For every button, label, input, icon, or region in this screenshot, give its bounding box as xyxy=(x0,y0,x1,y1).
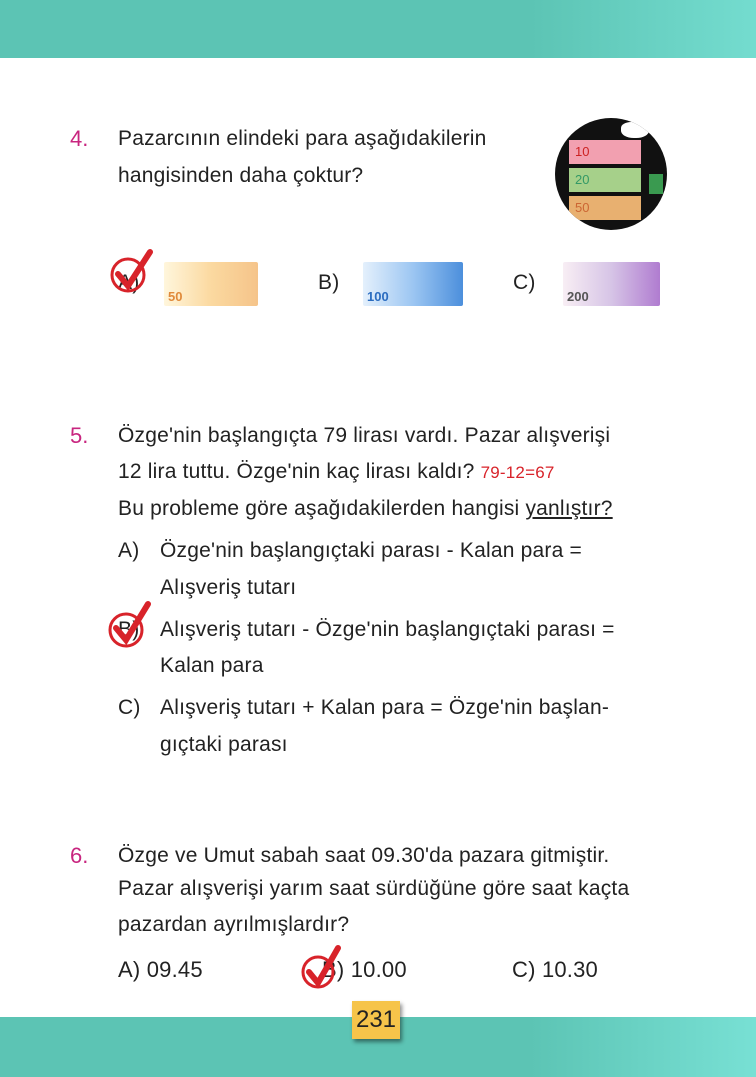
option-label: B) xyxy=(322,957,345,982)
q5-option-a-label[interactable]: A) xyxy=(118,539,140,562)
handwritten-calculation: 79-12=67 xyxy=(480,463,555,482)
option-label: C) xyxy=(512,957,536,982)
question-4-text-line2: hangisinden daha çoktur? xyxy=(118,164,364,187)
question-5-line1: Özge'nin başlangıçta 79 lirası vardı. Pazar alışverişi xyxy=(118,424,611,447)
hand xyxy=(621,122,649,138)
top-banner xyxy=(0,0,756,58)
question-6-line3: pazardan ayrılmışlardır? xyxy=(118,913,350,936)
question-4-number: 4. xyxy=(70,126,89,151)
q6-option-c[interactable] xyxy=(512,957,598,983)
question-5-line3-text: Bu probleme göre aşağıdakilerden hangisi xyxy=(118,497,526,520)
q5-option-c-line2: gıçtaki parası xyxy=(160,733,288,756)
illustration-note-50: 50 xyxy=(569,196,641,220)
question-5-number: 5. xyxy=(70,423,89,448)
check-mark-icon xyxy=(298,944,348,994)
q5-option-c-label[interactable]: C) xyxy=(118,696,141,719)
q5-option-a-line2: Alışveriş tutarı xyxy=(160,576,297,599)
q5-option-a-line1: Özge'nin başlangıçtaki parası - Kalan para = xyxy=(160,539,582,562)
q5-option-b-label[interactable]: B) xyxy=(118,618,140,641)
option-value: 10.00 xyxy=(350,957,407,982)
question-6-line1: Özge ve Umut sabah saat 09.30'da pazara gitmiştir. xyxy=(118,844,610,867)
option-value: 10.30 xyxy=(541,957,598,982)
banknote-50[interactable] xyxy=(164,262,258,306)
check-mark-icon xyxy=(108,248,158,298)
question-5-emphasis: yanlıştır? xyxy=(525,497,613,520)
banknote-value: 50 xyxy=(168,289,183,304)
illustration-note-10: 10 xyxy=(569,140,641,164)
illustration-note-20: 20 xyxy=(569,168,641,192)
page-number: 231 xyxy=(352,1001,400,1039)
sleeve xyxy=(649,174,663,194)
money-illustration xyxy=(555,118,667,230)
q5-option-b-line2: Kalan para xyxy=(160,654,264,677)
q4-option-c-label[interactable]: C) xyxy=(513,271,536,294)
q5-option-b-line1: Alışveriş tutarı - Özge'nin başlangıçtaki parası = xyxy=(160,618,615,641)
q6-option-a[interactable] xyxy=(118,957,203,983)
option-label: A) xyxy=(118,957,141,982)
question-5-line2-text: 12 lira tuttu. Özge'nin kaç lirası kaldı? xyxy=(118,460,475,483)
banknote-value: 200 xyxy=(567,289,589,304)
q4-option-b-label[interactable]: B) xyxy=(318,271,340,294)
check-mark-icon xyxy=(104,600,154,650)
question-5-line2 xyxy=(118,459,555,486)
banknote-200[interactable] xyxy=(563,262,660,306)
question-6-number: 6. xyxy=(70,843,89,868)
banknote-100[interactable] xyxy=(363,262,463,306)
question-4-text-line1: Pazarcının elindeki para aşağıdakilerin xyxy=(118,127,487,150)
question-6-line2: Pazar alışverişi yarım saat sürdüğüne göre saat kaçta xyxy=(118,877,630,900)
q5-option-c-line1: Alışveriş tutarı + Kalan para = Özge'nin başlan- xyxy=(160,696,610,719)
q4-option-a-label[interactable]: A) xyxy=(118,271,140,294)
banknote-value: 100 xyxy=(367,289,389,304)
option-value: 09.45 xyxy=(146,957,203,982)
question-5-line3 xyxy=(118,496,613,522)
